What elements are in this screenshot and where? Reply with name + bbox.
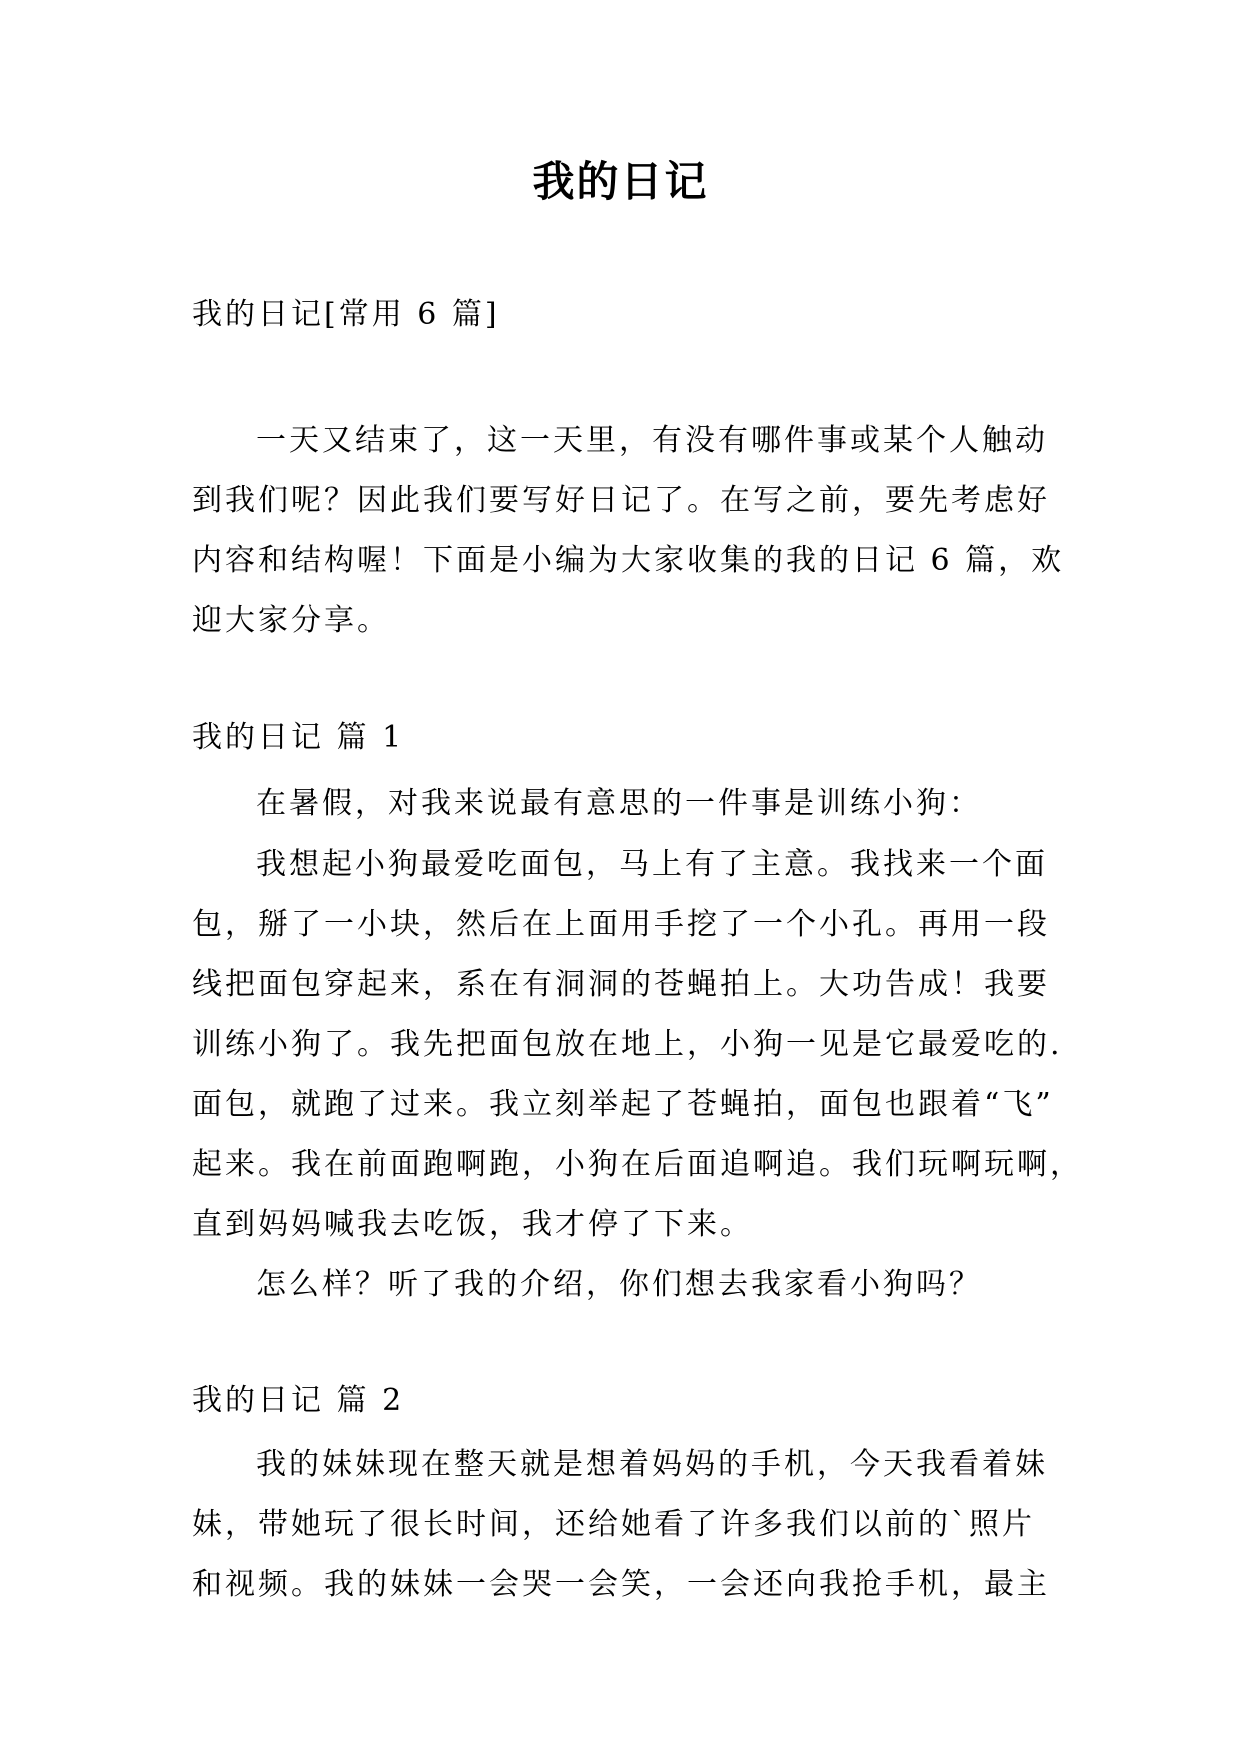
section-line: 起来。我在前面跑啊跑，小狗在后面追啊追。我们玩啊玩啊，	[192, 1147, 1083, 1182]
intro-line: 到我们呢？因此我们要写好日记了。在写之前，要先考虑好	[192, 483, 1050, 518]
intro-line: 内容和结构喔！下面是小编为大家收集的我的日记 6 篇，欢	[192, 543, 1065, 578]
page-title: 我的日记	[532, 157, 709, 206]
section-line: 面包，就跑了过来。我立刻举起了苍蝇拍，面包也跟着“飞”	[192, 1087, 1054, 1122]
section-line: 和视频。我的妹妹一会哭一会笑，一会还向我抢手机，最主	[192, 1567, 1050, 1602]
section-line: 我想起小狗最爱吃面包，马上有了主意。我找来一个面	[256, 847, 1048, 882]
section-line: 在暑假，对我来说最有意思的一件事是训练小狗：	[256, 786, 982, 821]
section-line: 包，掰了一小块，然后在上面用手挖了一个小孔。再用一段	[192, 907, 1050, 942]
intro-line: 迎大家分享。	[192, 603, 390, 638]
section-line: 线把面包穿起来，系在有洞洞的苍蝇拍上。大功告成！我要	[192, 967, 1050, 1002]
document-subtitle: 我的日记[常用 6 篇]	[192, 297, 500, 332]
intro-line: 一天又结束了，这一天里，有没有哪件事或某个人触动	[256, 423, 1048, 458]
section-line: 直到妈妈喊我去吃饭，我才停了下来。	[192, 1207, 753, 1242]
section-line: 怎么样？听了我的介绍，你们想去我家看小狗吗？	[256, 1267, 982, 1302]
section-line: 妹，带她玩了很长时间，还给她看了许多我们以前的`照片	[192, 1507, 1035, 1542]
section-heading: 我的日记 篇 1	[192, 720, 405, 755]
section-heading: 我的日记 篇 2	[192, 1383, 405, 1418]
section-line: 训练小狗了。我先把面包放在地上，小狗一见是它最爱吃的.	[192, 1027, 1063, 1062]
section-line: 我的妹妹现在整天就是想着妈妈的手机，今天我看着妹	[256, 1447, 1048, 1482]
